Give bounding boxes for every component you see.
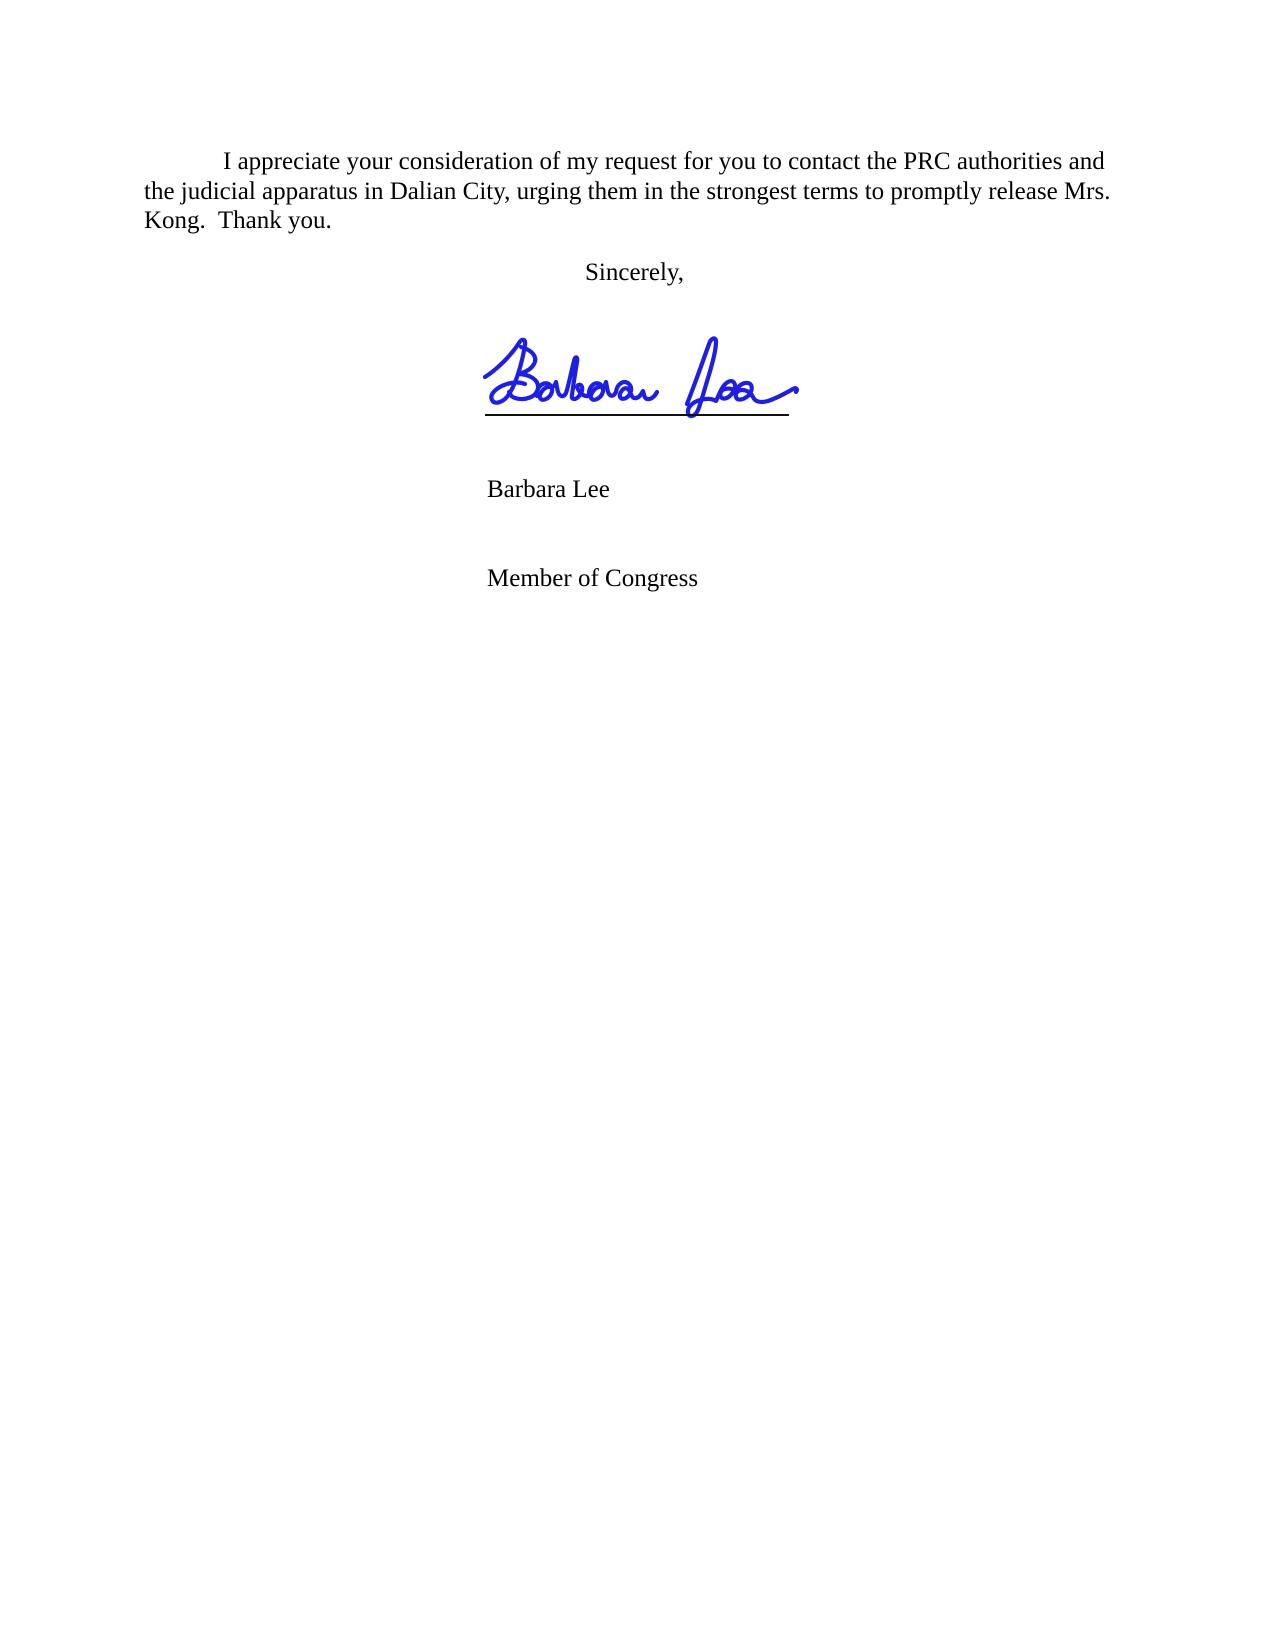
paragraph-line-2: the judicial apparatus in Dalian City, urging them in the strongest terms to promptly release Mrs.: [144, 177, 1111, 205]
valediction: Sincerely,: [585, 259, 685, 286]
signature-stroke-arbara: [537, 357, 657, 399]
body-paragraph: [144, 147, 1139, 236]
paragraph-line-1: I appreciate your consideration of my request for you to contact the PRC authorities and: [223, 148, 1105, 175]
signer-title: Member of Congress: [487, 564, 699, 592]
signature-stroke-capital-b: [485, 340, 538, 403]
signature-block: [487, 416, 698, 652]
handwritten-signature: [480, 329, 800, 424]
signature-stroke-lee: [687, 338, 797, 416]
paragraph-line-3: Kong. Thank you.: [144, 207, 332, 234]
signer-name: Barbara Lee: [487, 476, 610, 503]
